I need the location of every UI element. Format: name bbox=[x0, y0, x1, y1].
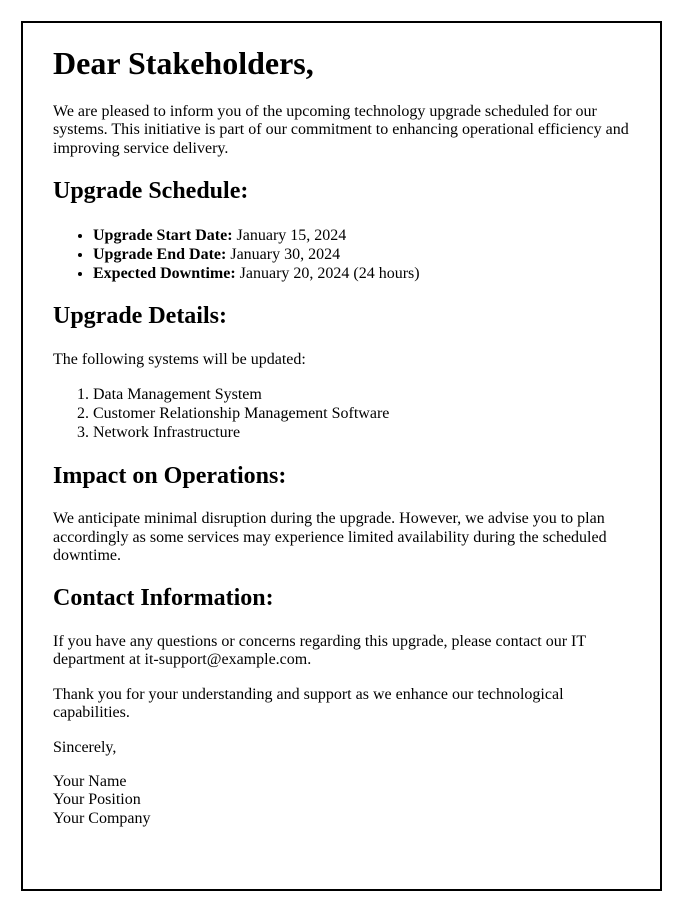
contact-heading: Contact Information: bbox=[53, 585, 274, 612]
schedule-item-value: January 20, 2024 (24 hours) bbox=[239, 264, 420, 282]
schedule-item-label: Upgrade Start Date: bbox=[93, 226, 233, 244]
signature-block bbox=[53, 773, 630, 828]
schedule-heading: Upgrade Schedule: bbox=[53, 177, 249, 204]
support-email: it-support@example.com bbox=[144, 651, 308, 669]
details-heading: Upgrade Details: bbox=[53, 303, 227, 330]
closing-paragraph: Sincerely, bbox=[53, 738, 117, 756]
impact-paragraph: We anticipate minimal disruption during the upgrade. However, we advise you to plan accordingly as some services may experience limited availability during the scheduled downtime. bbox=[53, 510, 607, 565]
schedule-item-label: Expected Downtime: bbox=[93, 264, 236, 282]
salutation-heading: Dear Stakeholders, bbox=[53, 45, 314, 81]
thanks-paragraph: Thank you for your understanding and support as we enhance our technological capabilities. bbox=[53, 685, 564, 722]
schedule-list-item bbox=[93, 264, 630, 283]
systems-list-item: 1. Data Management System bbox=[93, 385, 630, 404]
letter-container bbox=[21, 21, 662, 891]
signature-company: Your Company bbox=[53, 809, 151, 827]
intro-paragraph: We are pleased to inform you of the upcoming technology upgrade scheduled for our systems. This initiative is part of our commitment to enhancing operational efficiency and improving service delivery. bbox=[53, 102, 629, 157]
systems-list-item: 3. Network Infrastructure bbox=[93, 423, 630, 442]
schedule-item-value: January 30, 2024 bbox=[230, 245, 341, 263]
schedule-list bbox=[53, 226, 630, 284]
systems-list bbox=[53, 385, 630, 443]
signature-position: Your Position bbox=[53, 791, 141, 809]
schedule-item-value: January 15, 2024 bbox=[236, 226, 347, 244]
impact-heading: Impact on Operations: bbox=[53, 462, 287, 489]
systems-list-item: 2. Customer Relationship Management Software bbox=[93, 404, 630, 423]
signature-name: Your Name bbox=[53, 772, 127, 790]
details-lead-paragraph: The following systems will be updated: bbox=[53, 350, 306, 368]
schedule-item-label: Upgrade End Date: bbox=[93, 245, 227, 263]
schedule-list-item bbox=[93, 245, 630, 264]
contact-paragraph bbox=[53, 633, 630, 670]
contact-text-suffix: . bbox=[307, 651, 312, 669]
schedule-list-item bbox=[93, 226, 630, 245]
contact-text-prefix: If you have any questions or concerns regarding this upgrade, please contact our IT department at bbox=[53, 633, 586, 669]
